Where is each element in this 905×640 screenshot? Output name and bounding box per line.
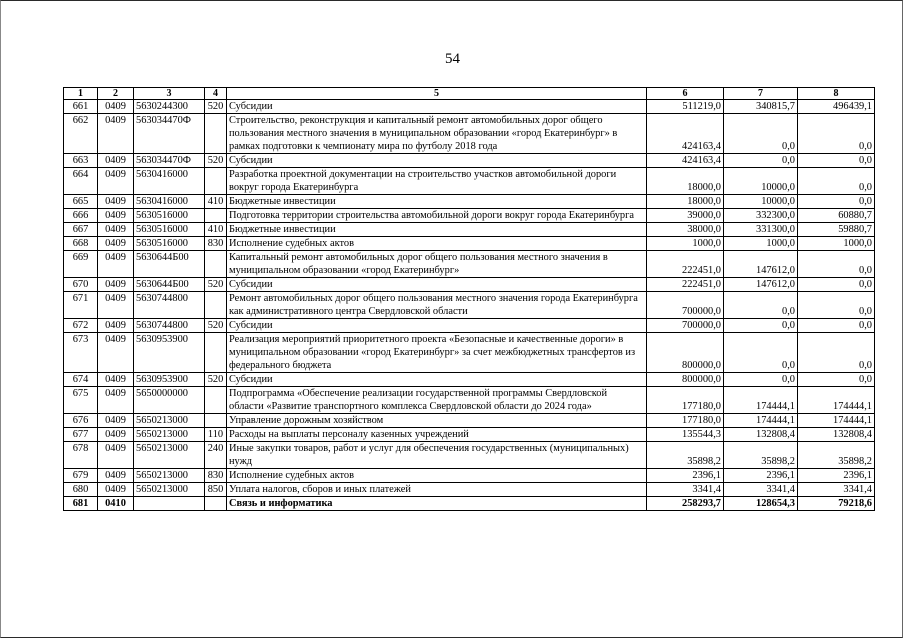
amount-col7-cell: 332300,0 (724, 209, 798, 223)
amount-col8-cell: 0,0 (798, 292, 875, 319)
amount-col6-cell: 258293,7 (647, 497, 724, 511)
row-number-cell: 664 (64, 168, 98, 195)
amount-col7-cell: 147612,0 (724, 251, 798, 278)
amount-col6-cell: 700000,0 (647, 319, 724, 333)
item-name-cell: Капитальный ремонт автомобильных дорог общего пользования местного значения в муниципальном образовании «город Екатеринбург» (227, 251, 647, 278)
row-number-cell: 681 (64, 497, 98, 511)
target-code-cell: 5630244300 (134, 100, 205, 114)
table-row (64, 387, 875, 414)
table-row (64, 195, 875, 209)
target-code-cell: 5650213000 (134, 483, 205, 497)
amount-col7-cell: 0,0 (724, 373, 798, 387)
target-code-cell: 5630953900 (134, 333, 205, 373)
amount-col8-cell: 2396,1 (798, 469, 875, 483)
amount-col7-cell: 128654,3 (724, 497, 798, 511)
item-name-cell: Управление дорожным хозяйством (227, 414, 647, 428)
amount-col6-cell: 3341,4 (647, 483, 724, 497)
item-name-cell: Разработка проектной документации на строительство участков автомобильной дороги вокруг города Екатеринбурга (227, 168, 647, 195)
item-name-cell: Бюджетные инвестиции (227, 195, 647, 209)
section-code-cell: 0409 (98, 278, 134, 292)
amount-col8-cell: 0,0 (798, 168, 875, 195)
amount-col6-cell: 2396,1 (647, 469, 724, 483)
item-name-cell: Уплата налогов, сборов и иных платежей (227, 483, 647, 497)
item-name-cell: Строительство, реконструкция и капитальный ремонт автомобильных дорог общего пользования местного значения в муниципальном образовании «город Екатеринбург» в рамках подготовки к чемпионату мира по футболу 2018 года (227, 114, 647, 154)
section-code-cell: 0409 (98, 100, 134, 114)
header-cell: 2 (98, 88, 134, 100)
amount-col8-cell: 0,0 (798, 373, 875, 387)
section-code-cell: 0409 (98, 292, 134, 319)
expense-type-cell: 110 (205, 428, 227, 442)
row-number-cell: 661 (64, 100, 98, 114)
target-code-cell: 5650000000 (134, 387, 205, 414)
section-code-cell: 0409 (98, 387, 134, 414)
row-number-cell: 673 (64, 333, 98, 373)
section-code-cell: 0409 (98, 319, 134, 333)
item-name-cell: Исполнение судебных актов (227, 469, 647, 483)
amount-col7-cell: 0,0 (724, 154, 798, 168)
expense-type-cell: 410 (205, 195, 227, 209)
expense-type-cell (205, 387, 227, 414)
amount-col6-cell: 18000,0 (647, 168, 724, 195)
target-code-cell: 5630516000 (134, 237, 205, 251)
item-name-cell: Субсидии (227, 373, 647, 387)
amount-col8-cell: 35898,2 (798, 442, 875, 469)
amount-col7-cell: 0,0 (724, 114, 798, 154)
target-code-cell: 5630744800 (134, 292, 205, 319)
table-row (64, 442, 875, 469)
row-number-cell: 676 (64, 414, 98, 428)
section-code-cell: 0409 (98, 483, 134, 497)
item-name-cell: Субсидии (227, 154, 647, 168)
amount-col6-cell: 800000,0 (647, 333, 724, 373)
page-number: 54 (445, 51, 460, 67)
item-name-cell: Субсидии (227, 278, 647, 292)
amount-col8-cell: 174444,1 (798, 387, 875, 414)
amount-col8-cell: 496439,1 (798, 100, 875, 114)
item-name-cell: Субсидии (227, 100, 647, 114)
expense-type-cell (205, 168, 227, 195)
target-code-cell: 5630644Б00 (134, 251, 205, 278)
expense-type-cell (205, 292, 227, 319)
amount-col8-cell: 60880,7 (798, 209, 875, 223)
amount-col6-cell: 177180,0 (647, 414, 724, 428)
item-name-cell: Реализация мероприятий приоритетного проекта «Безопасные и качественные дороги» в муниципальном образовании «город Екатеринбург» за счет межбюджетных трансфертов из федерального бюджета (227, 333, 647, 373)
amount-col7-cell: 2396,1 (724, 469, 798, 483)
target-code-cell: 5650213000 (134, 414, 205, 428)
row-number-cell: 671 (64, 292, 98, 319)
amount-col6-cell: 424163,4 (647, 114, 724, 154)
target-code-cell: 563034470Ф (134, 154, 205, 168)
table-row (64, 237, 875, 251)
section-code-cell: 0409 (98, 373, 134, 387)
header-cell: 7 (724, 88, 798, 100)
amount-col7-cell: 174444,1 (724, 414, 798, 428)
section-code-cell: 0409 (98, 414, 134, 428)
row-number-cell: 662 (64, 114, 98, 154)
amount-col7-cell: 132808,4 (724, 428, 798, 442)
amount-col7-cell: 0,0 (724, 292, 798, 319)
table-row (64, 414, 875, 428)
header-row (64, 88, 875, 100)
amount-col6-cell: 800000,0 (647, 373, 724, 387)
header-cell: 4 (205, 88, 227, 100)
amount-col8-cell: 79218,6 (798, 497, 875, 511)
section-code-cell: 0410 (98, 497, 134, 511)
amount-col7-cell: 1000,0 (724, 237, 798, 251)
expense-type-cell: 520 (205, 319, 227, 333)
amount-col6-cell: 39000,0 (647, 209, 724, 223)
section-code-cell: 0409 (98, 114, 134, 154)
target-code-cell: 5650213000 (134, 469, 205, 483)
amount-col7-cell: 0,0 (724, 333, 798, 373)
section-code-cell: 0409 (98, 209, 134, 223)
section-code-cell: 0409 (98, 428, 134, 442)
target-code-cell: 5650213000 (134, 442, 205, 469)
row-number-cell: 679 (64, 469, 98, 483)
target-code-cell: 563034470Ф (134, 114, 205, 154)
item-name-cell: Бюджетные инвестиции (227, 223, 647, 237)
header-cell: 6 (647, 88, 724, 100)
header-cell: 3 (134, 88, 205, 100)
expense-type-cell: 240 (205, 442, 227, 469)
expense-type-cell (205, 251, 227, 278)
table-row (64, 209, 875, 223)
amount-col7-cell: 340815,7 (724, 100, 798, 114)
expense-type-cell (205, 333, 227, 373)
amount-col8-cell: 0,0 (798, 195, 875, 209)
amount-col7-cell: 147612,0 (724, 278, 798, 292)
item-name-cell: Иные закупки товаров, работ и услуг для обеспечения государственных (муниципальных) нужд (227, 442, 647, 469)
target-code-cell: 5630644Б00 (134, 278, 205, 292)
header-cell: 8 (798, 88, 875, 100)
target-code-cell: 5630516000 (134, 209, 205, 223)
amount-col6-cell: 700000,0 (647, 292, 724, 319)
row-number-cell: 670 (64, 278, 98, 292)
amount-col6-cell: 1000,0 (647, 237, 724, 251)
target-code-cell: 5630416000 (134, 168, 205, 195)
amount-col7-cell: 35898,2 (724, 442, 798, 469)
amount-col6-cell: 424163,4 (647, 154, 724, 168)
amount-col7-cell: 3341,4 (724, 483, 798, 497)
expense-type-cell (205, 114, 227, 154)
target-code-cell: 5630516000 (134, 223, 205, 237)
section-code-cell: 0409 (98, 223, 134, 237)
amount-col7-cell: 331300,0 (724, 223, 798, 237)
amount-col6-cell: 135544,3 (647, 428, 724, 442)
row-number-cell: 665 (64, 195, 98, 209)
header-cell: 5 (227, 88, 647, 100)
expense-type-cell (205, 414, 227, 428)
expense-type-cell (205, 497, 227, 511)
section-code-cell: 0409 (98, 251, 134, 278)
amount-col6-cell: 35898,2 (647, 442, 724, 469)
amount-col8-cell: 0,0 (798, 333, 875, 373)
table-row (64, 100, 875, 114)
amount-col6-cell: 18000,0 (647, 195, 724, 209)
table-row (64, 319, 875, 333)
item-name-cell: Расходы на выплаты персоналу казенных учреждений (227, 428, 647, 442)
expense-type-cell: 410 (205, 223, 227, 237)
amount-col8-cell: 0,0 (798, 278, 875, 292)
amount-col8-cell: 3341,4 (798, 483, 875, 497)
target-code-cell: 5630953900 (134, 373, 205, 387)
section-code-cell: 0409 (98, 154, 134, 168)
amount-col8-cell: 0,0 (798, 319, 875, 333)
table-row (64, 114, 875, 154)
amount-col8-cell: 132808,4 (798, 428, 875, 442)
table-row (64, 497, 875, 511)
table-row (64, 428, 875, 442)
table-row (64, 223, 875, 237)
expense-type-cell: 850 (205, 483, 227, 497)
row-number-cell: 680 (64, 483, 98, 497)
row-number-cell: 663 (64, 154, 98, 168)
amount-col7-cell: 10000,0 (724, 168, 798, 195)
section-code-cell: 0409 (98, 168, 134, 195)
expense-type-cell: 520 (205, 373, 227, 387)
row-number-cell: 677 (64, 428, 98, 442)
row-number-cell: 672 (64, 319, 98, 333)
amount-col7-cell: 10000,0 (724, 195, 798, 209)
amount-col6-cell: 177180,0 (647, 387, 724, 414)
table-row (64, 373, 875, 387)
table-row (64, 483, 875, 497)
expense-type-cell: 830 (205, 469, 227, 483)
section-code-cell: 0409 (98, 442, 134, 469)
section-code-cell: 0409 (98, 333, 134, 373)
expense-type-cell (205, 209, 227, 223)
item-name-cell: Исполнение судебных актов (227, 237, 647, 251)
amount-col8-cell: 1000,0 (798, 237, 875, 251)
section-code-cell: 0409 (98, 469, 134, 483)
row-number-cell: 669 (64, 251, 98, 278)
item-name-cell: Ремонт автомобильных дорог общего пользования местного значения города Екатеринбурга как административного центра Свердловской области (227, 292, 647, 319)
row-number-cell: 678 (64, 442, 98, 469)
table-row (64, 251, 875, 278)
row-number-cell: 666 (64, 209, 98, 223)
section-code-cell: 0409 (98, 237, 134, 251)
target-code-cell (134, 497, 205, 511)
table-row (64, 469, 875, 483)
budget-table (63, 87, 875, 511)
table-row (64, 154, 875, 168)
amount-col8-cell: 0,0 (798, 154, 875, 168)
header-cell: 1 (64, 88, 98, 100)
row-number-cell: 674 (64, 373, 98, 387)
table-row (64, 278, 875, 292)
table-row (64, 292, 875, 319)
row-number-cell: 667 (64, 223, 98, 237)
amount-col8-cell: 0,0 (798, 251, 875, 278)
item-name-cell: Связь и информатика (227, 497, 647, 511)
amount-col6-cell: 222451,0 (647, 278, 724, 292)
target-code-cell: 5650213000 (134, 428, 205, 442)
expense-type-cell: 520 (205, 100, 227, 114)
row-number-cell: 668 (64, 237, 98, 251)
amount-col8-cell: 174444,1 (798, 414, 875, 428)
item-name-cell: Субсидии (227, 319, 647, 333)
item-name-cell: Подготовка территории строительства автомобильной дороги вокруг города Екатеринбурга (227, 209, 647, 223)
section-code-cell: 0409 (98, 195, 134, 209)
row-number-cell: 675 (64, 387, 98, 414)
expense-type-cell: 520 (205, 154, 227, 168)
target-code-cell: 5630416000 (134, 195, 205, 209)
amount-col8-cell: 59880,7 (798, 223, 875, 237)
amount-col6-cell: 38000,0 (647, 223, 724, 237)
table-row (64, 168, 875, 195)
amount-col7-cell: 0,0 (724, 319, 798, 333)
amount-col8-cell: 0,0 (798, 114, 875, 154)
amount-col7-cell: 174444,1 (724, 387, 798, 414)
table-row (64, 333, 875, 373)
amount-col6-cell: 511219,0 (647, 100, 724, 114)
amount-col6-cell: 222451,0 (647, 251, 724, 278)
expense-type-cell: 520 (205, 278, 227, 292)
target-code-cell: 5630744800 (134, 319, 205, 333)
expense-type-cell: 830 (205, 237, 227, 251)
item-name-cell: Подпрограмма «Обеспечение реализации государственной программы Свердловской области «Развитие транспортного комплекса Свердловской области до 2024 года» (227, 387, 647, 414)
